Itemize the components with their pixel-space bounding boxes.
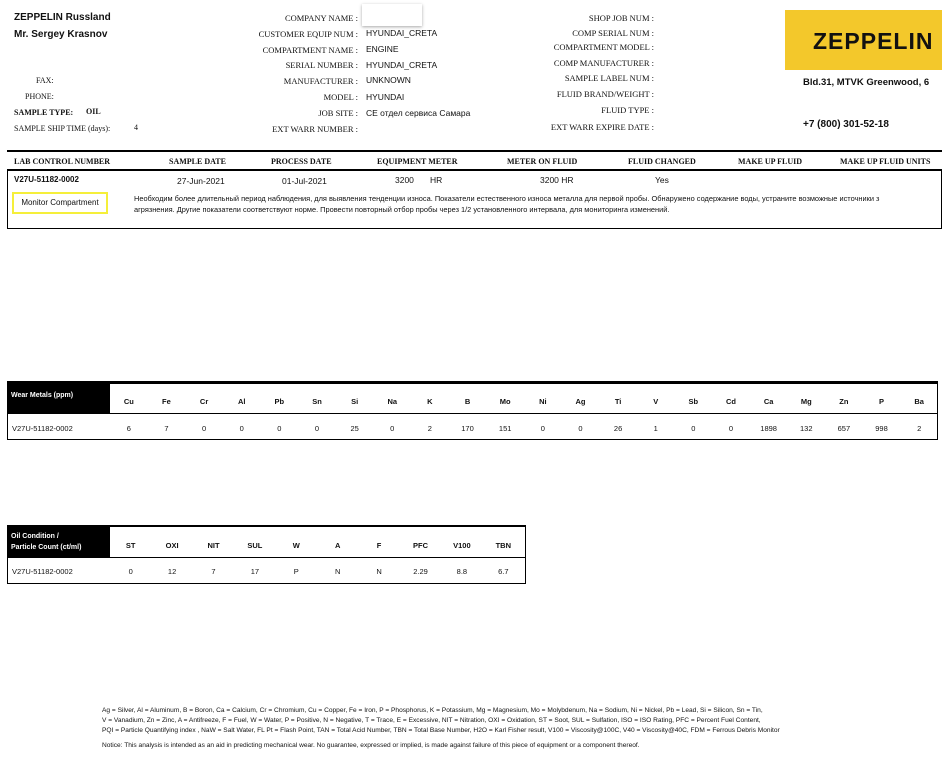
wear-metal-header-k: K xyxy=(427,397,433,406)
lab-number-value: V27U-51182-0002 xyxy=(14,175,79,184)
wear-metal-header-ca: Ca xyxy=(763,397,774,406)
fluid-type-label: FLUID TYPE : xyxy=(601,105,654,115)
wear-metal-header-na: Na xyxy=(387,397,398,406)
job-site-label: JOB SITE : xyxy=(318,108,358,118)
wear-metal-header-ba: Ba xyxy=(914,397,924,406)
make-up-fluid-units-header: MAKE UP FLUID UNITS xyxy=(840,157,931,166)
equipment-meter-value: 3200 xyxy=(395,175,414,185)
monitor-compartment-button[interactable]: Monitor Compartment xyxy=(12,192,108,214)
wear-metal-header-sn: Sn xyxy=(312,397,322,406)
model-value: HYUNDAI xyxy=(366,92,405,102)
wear-metal-header-al: Al xyxy=(237,397,246,406)
wear-metal-value-v: 1 xyxy=(653,424,658,433)
oil-condition-title-line1: Oil Condition / xyxy=(11,533,59,540)
comment-line-2: агрязнения. Другие показатели соответствуют норме. Провести повторный отбор пробы через 1/2 установленного интервала, для мониторинга изменений. xyxy=(134,205,670,214)
serial-number-label: SERIAL NUMBER : xyxy=(285,60,358,70)
oil-condition-header-oxi: OXI xyxy=(165,541,179,550)
oil-condition-header-sul: SUL xyxy=(247,541,263,550)
oil-condition-header-a: A xyxy=(334,541,341,550)
serial-number-value: HYUNDAI_CRETA xyxy=(366,60,438,70)
wear-metal-value-sb: 0 xyxy=(691,424,696,433)
sample-date-header: SAMPLE DATE xyxy=(169,157,226,166)
wear-metal-value-pb: 0 xyxy=(277,424,282,433)
oil-condition-value-sul: 17 xyxy=(250,567,260,576)
wear-metal-value-zn: 657 xyxy=(837,424,851,433)
oil-condition-value-st: 0 xyxy=(128,567,133,576)
ship-time-value: 4 xyxy=(134,123,138,132)
company-address: Bld.31, MTVK Greenwood, 6 xyxy=(803,77,930,88)
fluid-brand-label: FLUID BRAND/WEIGHT : xyxy=(556,89,654,99)
wear-metal-value-ag: 0 xyxy=(578,424,583,433)
zeppelin-logo xyxy=(785,10,942,70)
oil-condition-row-label: V27U-51182-0002 xyxy=(12,567,73,576)
wear-metal-header-pb: Pb xyxy=(274,397,285,406)
oil-condition-value-w: P xyxy=(293,567,299,576)
wear-metal-header-sb: Sb xyxy=(688,397,699,406)
sample-label-label: SAMPLE LABEL NUM : xyxy=(564,73,654,83)
meter-on-fluid-value: 3200 HR xyxy=(540,175,574,185)
wear-metal-header-cd: Cd xyxy=(725,397,736,406)
sample-type-label: SAMPLE TYPE: xyxy=(14,108,74,117)
company-name: ZEPPELIN Russland xyxy=(14,12,111,23)
wear-metal-value-fe: 7 xyxy=(164,424,169,433)
process-date-header: PROCESS DATE xyxy=(271,157,332,166)
wear-metals-top-bar xyxy=(7,381,938,384)
wear-metal-header-ti: Ti xyxy=(614,397,622,406)
divider-top xyxy=(7,150,942,152)
wear-metal-value-mo: 151 xyxy=(498,424,512,433)
wear-metal-header-p: P xyxy=(879,397,885,406)
equipment-meter-header: EQUIPMENT METER xyxy=(377,157,458,166)
oil-condition-header-st: ST xyxy=(125,541,136,550)
wear-metal-value-ti: 26 xyxy=(613,424,623,433)
oil-condition-header-pfc: PFC xyxy=(412,541,428,550)
comp-serial-label: COMP SERIAL NUM : xyxy=(572,28,654,38)
oil-condition-value-pfc: 2.29 xyxy=(413,567,428,576)
wear-metal-value-ca: 1898 xyxy=(760,424,777,433)
lab-control-number-header: LAB CONTROL NUMBER xyxy=(14,157,111,166)
equipment-meter-unit: HR xyxy=(430,175,443,185)
phone-label: PHONE: xyxy=(25,92,54,101)
oil-condition-header-nit: NIT xyxy=(207,541,220,550)
wear-metal-value-b: 170 xyxy=(461,424,474,433)
comp-manufacturer-label: COMP MANUFACTURER : xyxy=(553,58,654,68)
notice-text: Notice: This analysis is intended as an aid in predicting mechanical wear. No guarantee, expressed or implied, is made against failure of this piece of equipment or a component thereof. xyxy=(102,742,640,749)
wear-metal-value-p: 998 xyxy=(875,424,888,433)
wear-metal-header-mo: Mo xyxy=(499,397,511,406)
job-site-value: СЕ отдел сервиса Самара xyxy=(366,108,471,118)
wear-metal-value-ba: 2 xyxy=(917,424,922,433)
wear-metal-value-sn: 0 xyxy=(314,424,320,433)
sample-date-value: 27-Jun-2021 xyxy=(177,176,225,186)
wear-metal-header-zn: Zn xyxy=(839,397,849,406)
wear-metal-value-mg: 132 xyxy=(800,424,813,433)
fluid-changed-header: FLUID CHANGED xyxy=(628,157,696,166)
wear-metal-header-cr: Cr xyxy=(199,397,209,406)
wear-metal-value-ni: 0 xyxy=(540,424,545,433)
wear-metal-value-cr: 0 xyxy=(201,424,207,433)
oil-condition-value-oxi: 12 xyxy=(167,567,177,576)
meter-on-fluid-header: METER ON FLUID xyxy=(507,157,578,166)
model-label: MODEL : xyxy=(323,92,358,102)
redaction-box xyxy=(362,4,422,26)
legend-line-2: V = Vanadium, Zn = Zinc, A = Antifreeze, F = Fuel, W = Water, P = Positive, N = Negative, T = Trace, E = Excessive, NIT = Nitration, OXI = Oxidation, ST = Soot, SUL = Sulfation, ISO = ISO Rating, PFC = Percent Fuel Content, xyxy=(102,717,761,724)
wear-metal-header-fe: Fe xyxy=(162,397,171,406)
shop-job-label: SHOP JOB NUM : xyxy=(588,13,654,23)
fax-label: FAX: xyxy=(36,76,54,85)
manufacturer-label: MANUFACTURER : xyxy=(283,76,358,86)
wear-metal-value-cu: 6 xyxy=(126,424,131,433)
oil-condition-header-tbn: TBN xyxy=(495,541,511,550)
manufacturer-value: UNKNOWN xyxy=(366,75,411,85)
comment-line-1: Необходим более длительный период наблюдения, для выявления тенденции износа. Показатели естественного износа металла для первой пробы. Обнаружено содержание воды, устраните возможные источники з xyxy=(134,194,880,203)
wear-metals-row-label: V27U-51182-0002 xyxy=(12,424,73,433)
compartment-name-label: COMPARTMENT NAME : xyxy=(262,45,358,55)
oil-condition-value-f: N xyxy=(376,567,382,576)
oil-condition-value-nit: 7 xyxy=(211,567,216,576)
ship-time-label: SAMPLE SHIP TIME (days): xyxy=(14,124,111,133)
legend-line-1: Ag = Silver, Al = Aluminum, B = Boron, Ca = Calcium, Cr = Chromium, Cu = Copper, Fe = Iron, P = Phosphorus, K = Potassium, Mg = Magnesium, Mo = Molybdenum, Na = Sodium, Ni = Nickel, Pb = Lead, Si = Silicon, Sn = Tin, xyxy=(102,707,763,714)
wear-metal-header-mg: Mg xyxy=(800,397,812,406)
oil-condition-title xyxy=(7,527,110,557)
process-date-value: 01-Jul-2021 xyxy=(282,176,327,186)
customer-equip-value: HYUNDAI_CRETA xyxy=(366,28,438,38)
contact-name: Mr. Sergey Krasnov xyxy=(14,29,108,40)
wear-metal-value-k: 2 xyxy=(427,424,432,433)
wear-metals-title: Wear Metals (ppm) xyxy=(7,384,110,413)
compartment-model-label: COMPARTMENT MODEL : xyxy=(553,42,654,52)
wear-metal-header-v: V xyxy=(653,397,659,406)
legend-line-3: PQI = Particle Quantifying index , NaW = Salt Water, FL Pt = Flash Point, TAN = Total Acid Number, TBN = Total Base Number, H2O = Karl Fisher result, V100 = Viscosity@100C, V40 = Viscosity@40C, FDM = Ferrous Debris Monitor xyxy=(102,727,780,734)
company-phone: +7 (800) 301-52-18 xyxy=(803,119,889,130)
oil-condition-divider xyxy=(7,557,526,558)
wear-metal-header-ag: Ag xyxy=(575,397,586,406)
oil-condition-value-tbn: 6.7 xyxy=(498,567,509,576)
wear-metal-value-cd: 0 xyxy=(728,424,734,433)
wear-metals-divider xyxy=(7,413,938,414)
wear-metal-value-na: 0 xyxy=(390,424,395,433)
fluid-changed-value: Yes xyxy=(655,175,669,185)
ext-warr-number-label: EXT WARR NUMBER : xyxy=(272,124,358,134)
make-up-fluid-header: MAKE UP FLUID xyxy=(738,157,802,166)
oil-condition-header-f: F xyxy=(376,541,382,550)
oil-condition-value-a: N xyxy=(334,567,341,576)
wear-metal-value-al: 0 xyxy=(239,424,244,433)
customer-equip-label: CUSTOMER EQUIP NUM : xyxy=(258,29,358,39)
wear-metal-header-b: B xyxy=(464,397,471,406)
compartment-name-value: ENGINE xyxy=(366,44,399,54)
wear-metal-value-si: 25 xyxy=(350,424,359,433)
sample-type-value: OIL xyxy=(86,107,101,116)
company-name-label: COMPANY NAME : xyxy=(284,13,358,23)
oil-condition-header-v100: V100 xyxy=(453,541,471,550)
logo-text: ZEPPELIN xyxy=(813,28,934,54)
wear-metal-header-ni: Ni xyxy=(539,397,547,406)
wear-metal-header-si: Si xyxy=(351,397,359,406)
oil-condition-title-line2: Particle Count (ct/ml) xyxy=(11,544,82,551)
ext-warr-expire-label: EXT WARR EXPIRE DATE : xyxy=(550,122,654,132)
wear-metal-header-cu: Cu xyxy=(123,397,134,406)
oil-condition-value-v100: 8.8 xyxy=(456,567,468,576)
oil-condition-header-w: W xyxy=(292,541,300,550)
